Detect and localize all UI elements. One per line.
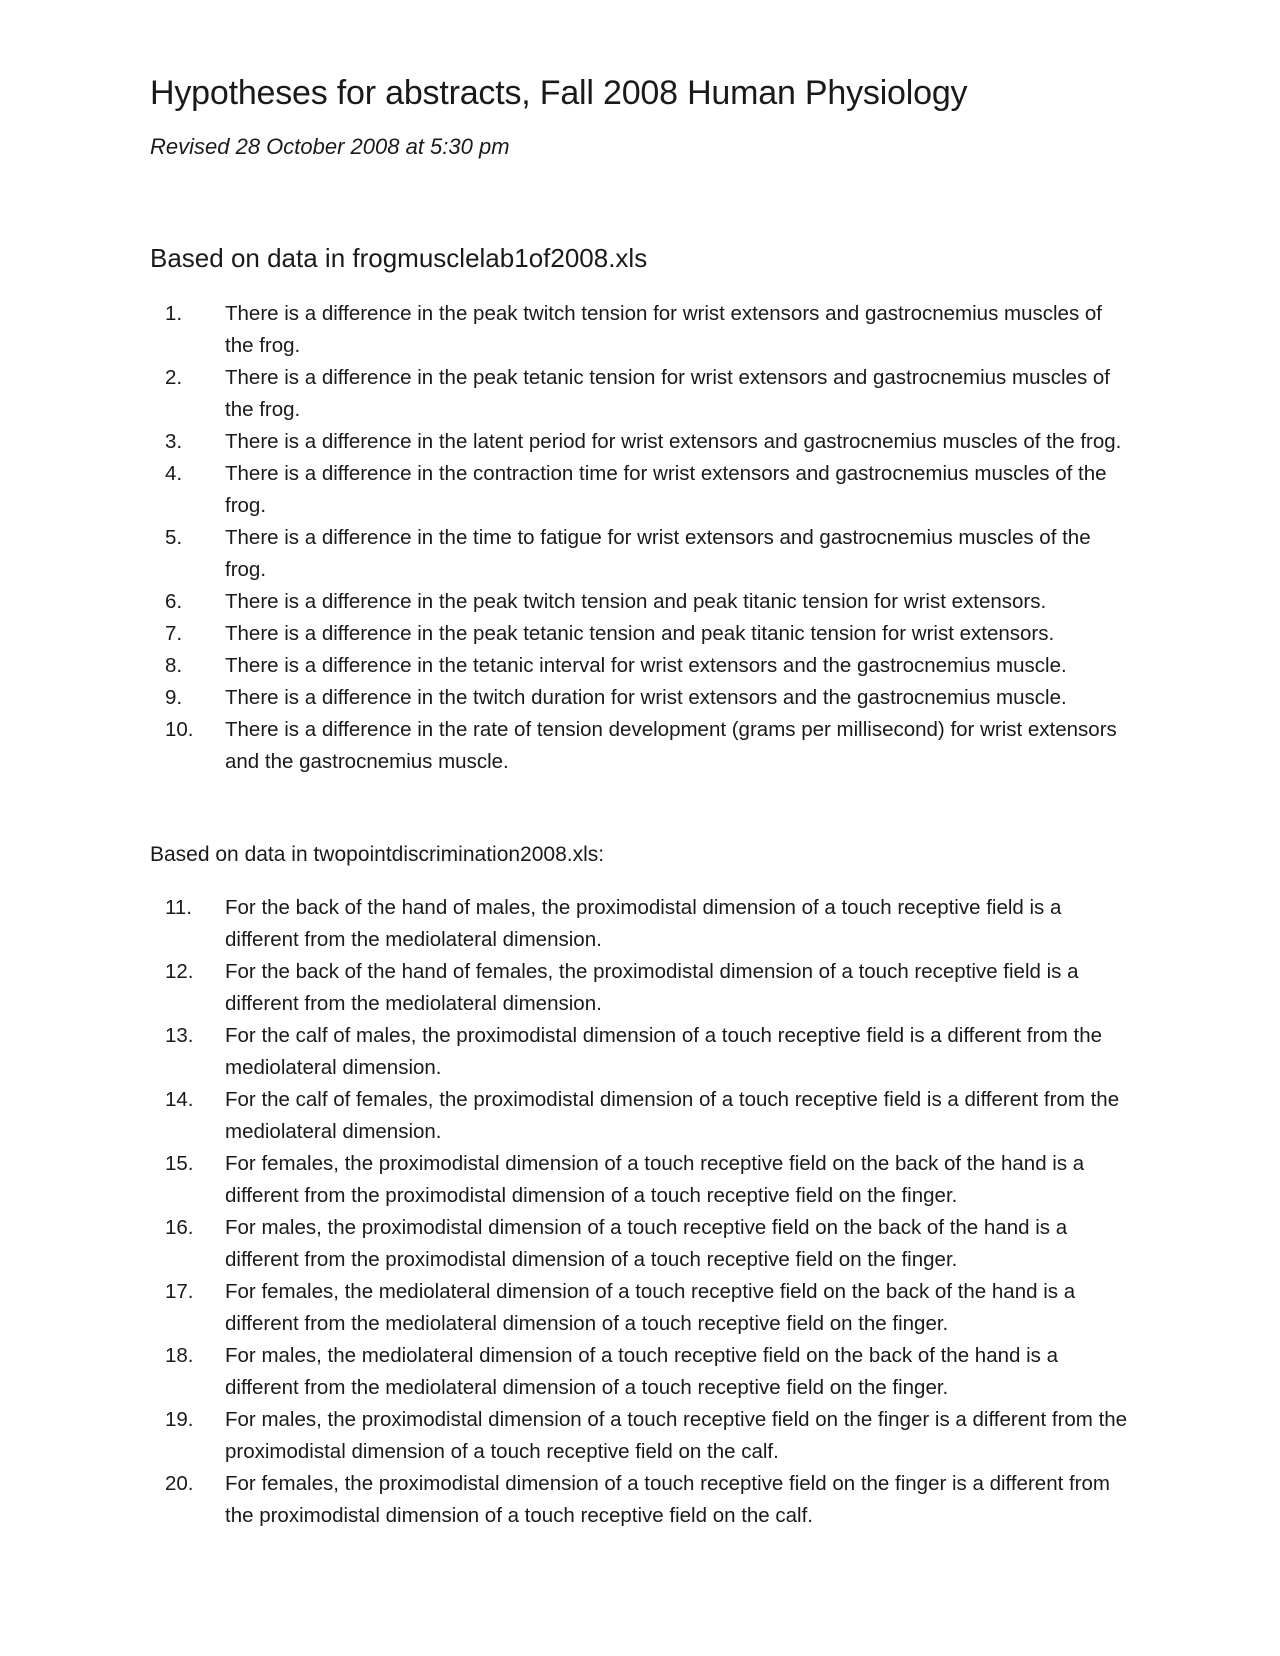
list-item [150,362,1130,426]
list-item-number-label: 14. [165,1088,194,1111]
list-item-number [150,714,225,778]
list-item-number [150,1276,225,1340]
list-item-number [150,458,225,522]
revision-date: Revised 28 October 2008 at 5:30 pm [150,134,510,159]
list-item-number-label: 1. [165,302,183,325]
list-item-number [150,362,225,426]
list-item-text: There is a difference in the peak tetanic tension and peak titanic tension for wrist extensors. [225,622,1055,645]
list-item-number-label: 20. [165,1472,194,1495]
list-item-text: For the calf of males, the proximodistal dimension of a touch receptive field is a different from the mediolateral dimension. [225,1024,1102,1079]
list-item [150,586,1130,618]
list-item-text: There is a difference in the tetanic interval for wrist extensors and the gastrocnemius muscle. [225,654,1067,677]
list-item-number [150,618,225,650]
hypotheses-list-twopoint [150,892,1130,1532]
list-item [150,1148,1130,1212]
list-item-number-label: 12. [165,960,194,983]
list-item-text: For the back of the hand of females, the proximodistal dimension of a touch receptive field is a different from the mediolateral dimension. [225,960,1079,1015]
list-item [150,618,1130,650]
list-item [150,426,1130,458]
list-item-number [150,956,225,1020]
list-item-text: For males, the proximodistal dimension of a touch receptive field on the finger is a different from the proximodistal dimension of a touch receptive field on the calf. [225,1408,1128,1463]
list-item-number [150,1212,225,1276]
list-item-number [150,1468,225,1532]
list-item [150,1340,1130,1404]
list-item [150,1468,1130,1532]
list-item [150,714,1130,778]
list-item-number-label: 2. [165,366,183,389]
list-item-text: There is a difference in the twitch duration for wrist extensors and the gastrocnemius muscle. [225,686,1067,709]
list-item-number-label: 8. [165,654,183,677]
list-item-text: For males, the mediolateral dimension of a touch receptive field on the back of the hand is a different from the mediolateral dimension of a touch receptive field on the finger. [225,1344,1059,1399]
list-item-number [150,522,225,586]
list-item-text: For females, the mediolateral dimension of a touch receptive field on the back of the hand is a different from the mediolateral dimension of a touch receptive field on the finger. [225,1280,1076,1335]
list-item-number-label: 15. [165,1152,194,1175]
list-item-text: There is a difference in the peak twitch tension and peak titanic tension for wrist extensors. [225,590,1047,613]
list-item-text: There is a difference in the time to fatigue for wrist extensors and gastrocnemius muscles of the frog. [225,526,1091,581]
page-title: Hypotheses for abstracts, Fall 2008 Human Physiology [150,74,968,112]
list-item [150,522,1130,586]
list-item-number [150,1340,225,1404]
list-item [150,650,1130,682]
list-item-number [150,650,225,682]
list-item-number [150,1084,225,1148]
list-item-number-label: 3. [165,430,183,453]
list-item [150,1084,1130,1148]
list-item-number [150,682,225,714]
section-heading-frog: Based on data in frogmusclelab1of2008.xls [150,243,648,273]
list-item-number [150,1404,225,1468]
list-item-text: There is a difference in the rate of tension development (grams per millisecond) for wrist extensors and the gastrocnemius muscle. [225,718,1117,773]
list-item-text: For males, the proximodistal dimension of a touch receptive field on the back of the hand is a different from the proximodistal dimension of a touch receptive field on the finger. [225,1216,1068,1271]
list-item [150,956,1130,1020]
list-item [150,1020,1130,1084]
list-item [150,892,1130,956]
hypotheses-list-frog [150,298,1130,778]
list-item-number-label: 10. [165,718,194,741]
list-item-number-label: 18. [165,1344,194,1367]
list-item [150,298,1130,362]
list-item-text: There is a difference in the contraction time for wrist extensors and gastrocnemius muscles of the frog. [225,462,1107,517]
list-item-text: For females, the proximodistal dimension of a touch receptive field on the finger is a different from the proximodistal dimension of a touch receptive field on the calf. [225,1472,1110,1527]
list-item-number [150,1148,225,1212]
list-item-number-label: 4. [165,462,183,485]
list-item [150,1212,1130,1276]
list-item-text: For the calf of females, the proximodistal dimension of a touch receptive field is a different from the mediolateral dimension. [225,1088,1120,1143]
list-item-text: For the back of the hand of males, the proximodistal dimension of a touch receptive field is a different from the mediolateral dimension. [225,896,1062,951]
list-item [150,682,1130,714]
list-item-number-label: 16. [165,1216,194,1239]
list-item-number [150,892,225,956]
list-item-number [150,298,225,362]
list-item-number-label: 5. [165,526,183,549]
list-item-number-label: 6. [165,590,183,613]
list-item-number-label: 11. [165,896,192,919]
list-item-text: There is a difference in the peak tetanic tension for wrist extensors and gastrocnemius muscles of the frog. [225,366,1110,421]
list-item-number-label: 13. [165,1024,194,1047]
list-item-number-label: 9. [165,686,183,709]
list-item-number-label: 19. [165,1408,194,1431]
section-heading-twopoint: Based on data in twopointdiscrimination2008.xls: [150,843,605,866]
list-item-number [150,1020,225,1084]
list-item [150,1404,1130,1468]
list-item [150,458,1130,522]
list-item-text: There is a difference in the latent period for wrist extensors and gastrocnemius muscles of the frog. [225,430,1122,453]
list-item-number [150,426,225,458]
list-item-number-label: 7. [165,622,183,645]
list-item [150,1276,1130,1340]
list-item-number-label: 17. [165,1280,194,1303]
document-page [150,70,1130,1532]
list-item-text: For females, the proximodistal dimension of a touch receptive field on the back of the hand is a different from the proximodistal dimension of a touch receptive field on the finger. [225,1152,1085,1207]
list-item-number [150,586,225,618]
list-item-text: There is a difference in the peak twitch tension for wrist extensors and gastrocnemius muscles of the frog. [225,302,1102,357]
